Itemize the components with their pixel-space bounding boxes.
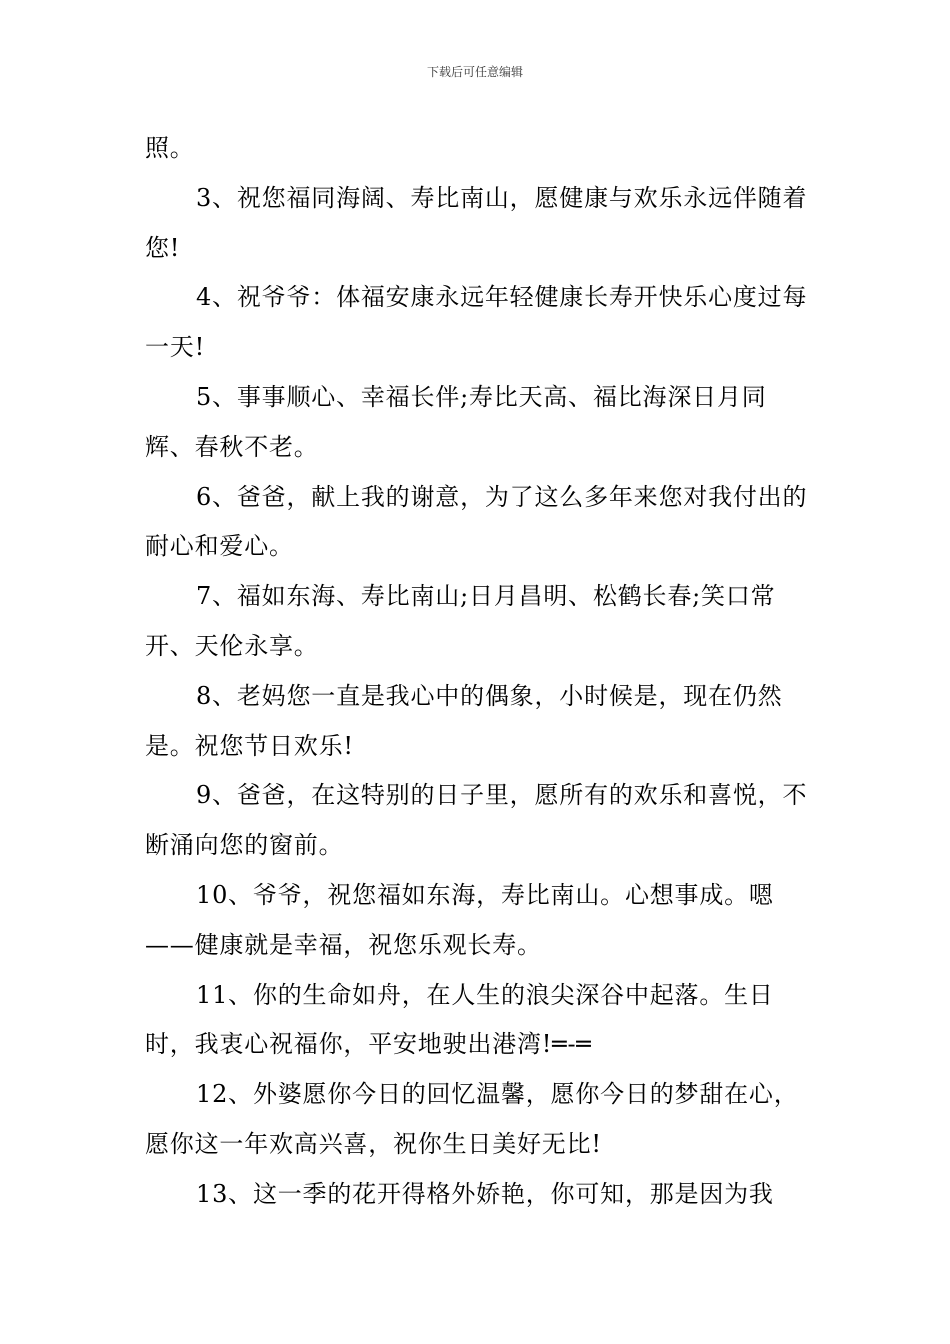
- paragraph: 照。: [145, 134, 195, 162]
- paragraph: 7、福如东海、寿比南山;日月昌明、松鹤长春;笑口常开、天伦永享。: [145, 582, 776, 660]
- paragraph: 13、这一季的花开得格外娇艳，你可知，那是因为我: [196, 1179, 774, 1208]
- paragraph: 4、祝爷爷：体福安康永远年轻健康长寿开快乐心度过每一天!: [145, 283, 808, 362]
- paragraph: 12、外婆愿你今日的回忆温馨，愿你今日的梦甜在心，愿你这一年欢高兴喜，祝你生日美好无比!: [145, 1080, 799, 1158]
- paragraph: 3、祝您福同海阔、寿比南山，愿健康与欢乐永远伴随着您!: [145, 183, 808, 262]
- header-text: 下载后可任意编辑: [426, 65, 523, 79]
- page-header: [0, 64, 950, 80]
- paragraph: 10、爷爷，祝您福如东海，寿比南山。心想事成。嗯——健康就是幸福，祝您乐观长寿。: [145, 880, 774, 959]
- paragraph: 5、事事顺心、幸福长伴;寿比天高、福比海深日月同辉、春秋不老。: [145, 382, 767, 461]
- paragraph: 9、爸爸，在这特别的日子里，愿所有的欢乐和喜悦，不断涌向您的窗前。: [145, 781, 808, 860]
- document-body: [145, 124, 813, 1220]
- paragraph: 8、老妈您一直是我心中的偶象，小时候是，现在仍然是。祝您节日欢乐!: [145, 681, 783, 760]
- paragraph: 6、爸爸，献上我的谢意，为了这么多年来您对我付出的耐心和爱心。: [145, 482, 808, 561]
- paragraph: 11、你的生命如舟，在人生的浪尖深谷中起落。生日时，我衷心祝福你，平安地驶出港湾!═-═: [145, 980, 774, 1059]
